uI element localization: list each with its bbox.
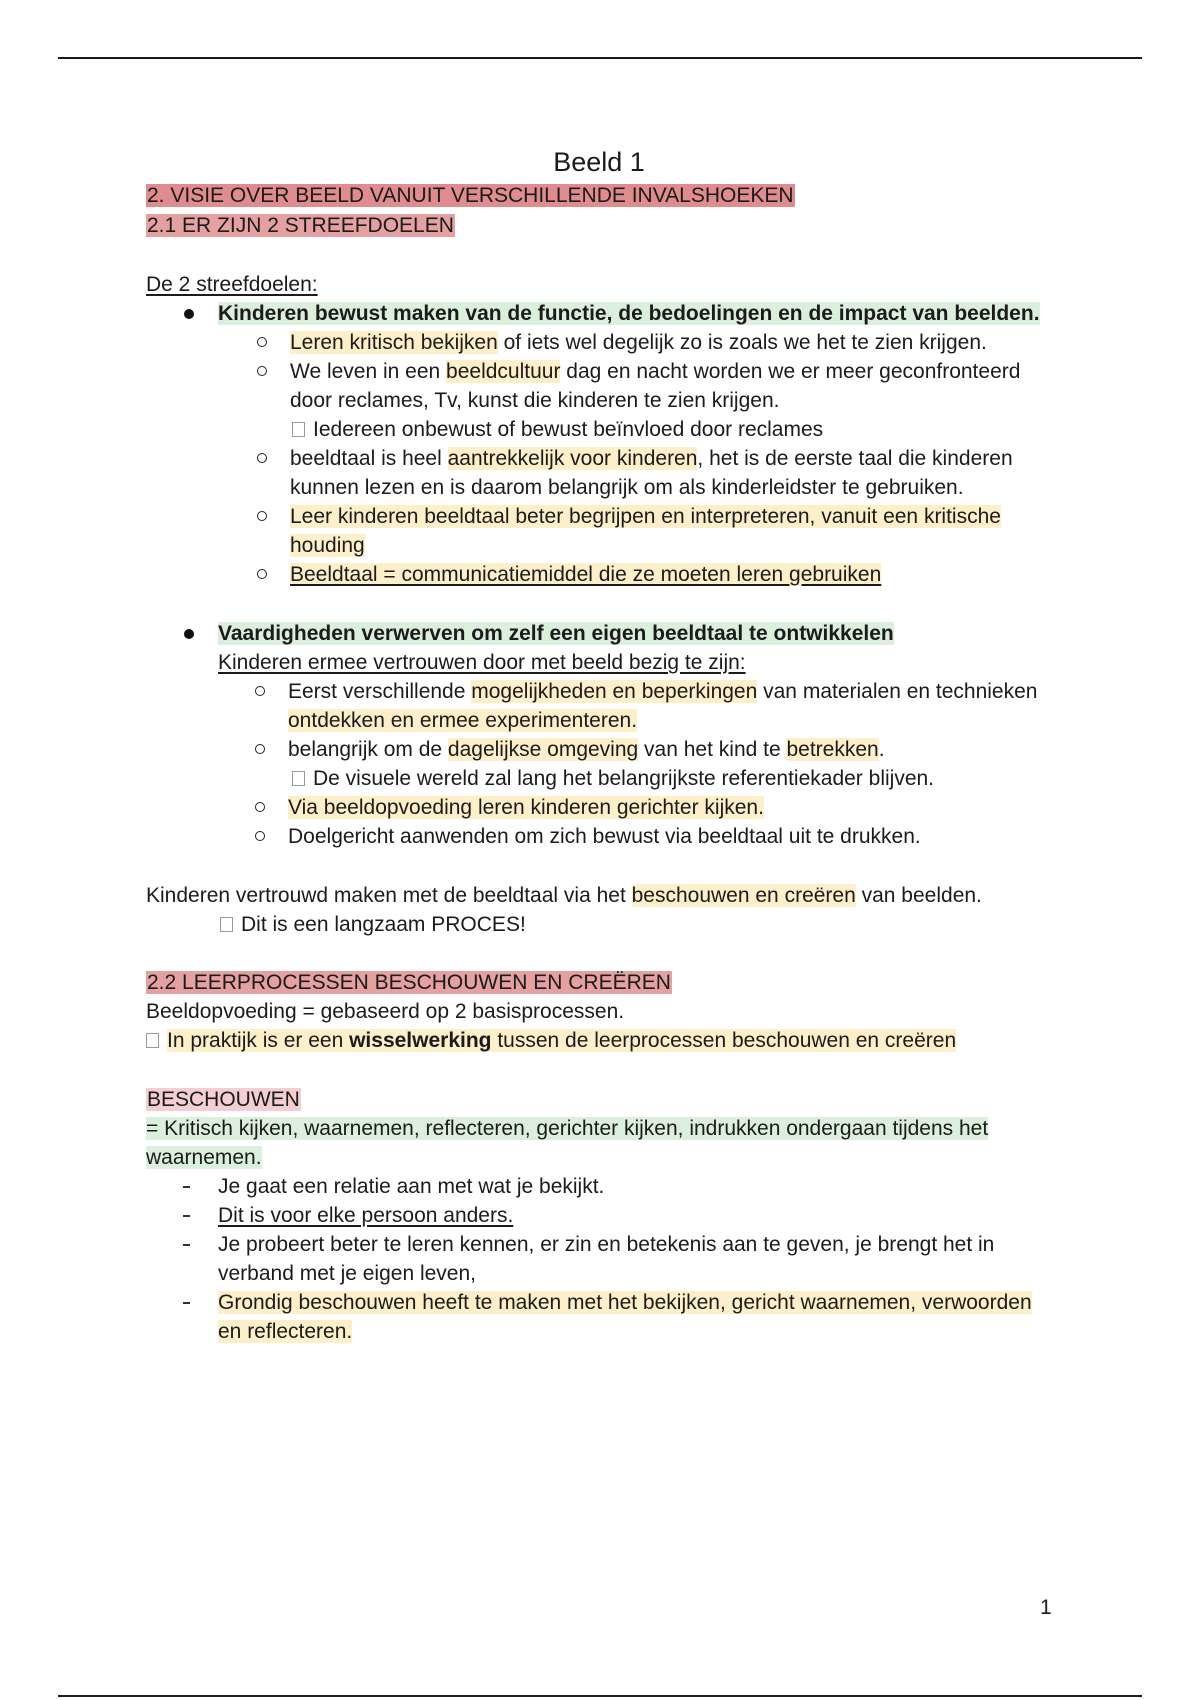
paragraph-basisprocessen: Beeldopvoeding = gebaseerd op 2 basisprocessen.	[146, 1000, 625, 1023]
checkbox-icon	[146, 1033, 159, 1048]
dash-item-1: Je gaat een relatie aan met wat je bekijkt.	[218, 1175, 605, 1198]
goal-1-item-3: beeldtaal is heel aantrekkelijk voor kinderen, het is de eerste taal die kinderen	[290, 447, 1013, 470]
checkbox-icon	[292, 771, 305, 786]
goal-1-item-3-cont: kunnen lezen en is daarom belangrijk om als kinderleidster te gebruiken.	[290, 476, 964, 499]
dash-icon	[183, 1302, 190, 1304]
goal-1-item-2: We leven in een beeldcultuur dag en nacht worden we er meer geconfronteerd	[290, 360, 1021, 383]
definition-line-2: waarnemen.	[146, 1146, 262, 1169]
goal-1-item-5: Beeldtaal = communicatiemiddel die ze moeten leren gebruiken	[290, 563, 882, 586]
goal-2-title: Vaardigheden verwerven om zelf een eigen beeldtaal te ontwikkelen	[218, 622, 894, 645]
circle-bullet-icon	[255, 831, 265, 841]
paragraph-wisselwerking: In praktijk is er een wisselwerking tussen de leerprocessen beschouwen en creëren	[146, 1026, 956, 1055]
dash-icon	[183, 1186, 190, 1188]
dash-item-4-cont: en reflecteren.	[218, 1320, 353, 1343]
circle-bullet-icon	[255, 744, 265, 754]
dash-icon	[183, 1215, 190, 1217]
goal-1-item-4: Leer kinderen beeldtaal beter begrijpen en interpreteren, vanuit een kritische	[290, 505, 1001, 528]
goal-1-item-4-cont: houding	[290, 534, 365, 557]
goal-2-item-2: belangrijk om de dagelijkse omgeving van het kind te betrekken.	[288, 738, 885, 761]
checkbox-icon	[292, 422, 305, 437]
circle-bullet-icon	[257, 569, 267, 579]
heading-beschouwen: BESCHOUWEN	[147, 1088, 300, 1111]
footer-rule	[58, 1695, 1142, 1697]
heading-leerprocessen: 2.2 LEERPROCESSEN BESCHOUWEN EN CREËREN	[147, 971, 671, 994]
dash-item-2: Dit is voor elke persoon anders.	[218, 1204, 514, 1227]
goal-2-subtitle: Kinderen ermee vertrouwen door met beeld bezig te zijn:	[218, 651, 746, 674]
heading-streefdoelen: 2.1 ER ZIJN 2 STREEFDOELEN	[147, 214, 454, 237]
bullet-icon	[184, 629, 194, 639]
dash-item-3: Je probeert beter te leren kennen, er zin en betekenis aan te geven, je brengt het in	[218, 1233, 995, 1256]
goal-2-item-1-cont: ontdekken en ermee experimenteren.	[288, 709, 638, 732]
circle-bullet-icon	[257, 337, 267, 347]
checkbox-icon	[220, 917, 233, 932]
page-title: Beeld 1	[553, 147, 645, 177]
definition-line-1: = Kritisch kijken, waarnemen, reflecteren, gerichter kijken, indrukken ondergaan tijdens het	[146, 1117, 989, 1140]
goal-2-item-2-note: De visuele wereld zal lang het belangrijkste referentiekader blijven.	[292, 764, 934, 793]
circle-bullet-icon	[255, 802, 265, 812]
circle-bullet-icon	[257, 511, 267, 521]
heading-main: 2. VISIE OVER BEELD VANUIT VERSCHILLENDE INVALSHOEKEN	[147, 184, 794, 207]
goal-1-item-2-note: Iedereen onbewust of bewust beïnvloed door reclames	[292, 415, 823, 444]
goal-1-item-1: Leren kritisch bekijken of iets wel degelijk zo is zoals we het te zien krijgen.	[290, 331, 987, 354]
paragraph-note: Dit is een langzaam PROCES!	[220, 910, 526, 939]
header-rule	[58, 57, 1142, 59]
bullet-icon	[184, 309, 194, 319]
goal-2-item-3: Via beeldopvoeding leren kinderen gerichter kijken.	[288, 796, 764, 819]
goals-intro: De 2 streefdoelen:	[146, 273, 318, 296]
circle-bullet-icon	[255, 686, 265, 696]
goal-2-item-4: Doelgericht aanwenden om zich bewust via beeldtaal uit te drukken.	[288, 825, 921, 848]
paragraph-vertrouwd: Kinderen vertrouwd maken met de beeldtaal via het beschouwen en creëren van beelden.	[146, 884, 982, 907]
dash-icon	[183, 1244, 190, 1246]
circle-bullet-icon	[257, 453, 267, 463]
dash-item-3-cont: verband met je eigen leven,	[218, 1262, 476, 1285]
goal-1-title: Kinderen bewust maken van de functie, de bedoelingen en de impact van beelden.	[218, 302, 1040, 325]
page-number: 1	[1040, 1596, 1052, 1619]
goal-1-item-2-cont: door reclames, Tv, kunst die kinderen te zien krijgen.	[290, 389, 780, 412]
goal-2-item-1: Eerst verschillende mogelijkheden en beperkingen van materialen en technieken	[288, 680, 1038, 703]
circle-bullet-icon	[257, 366, 267, 376]
dash-item-4: Grondig beschouwen heeft te maken met het bekijken, gericht waarnemen, verwoorden	[218, 1291, 1032, 1314]
